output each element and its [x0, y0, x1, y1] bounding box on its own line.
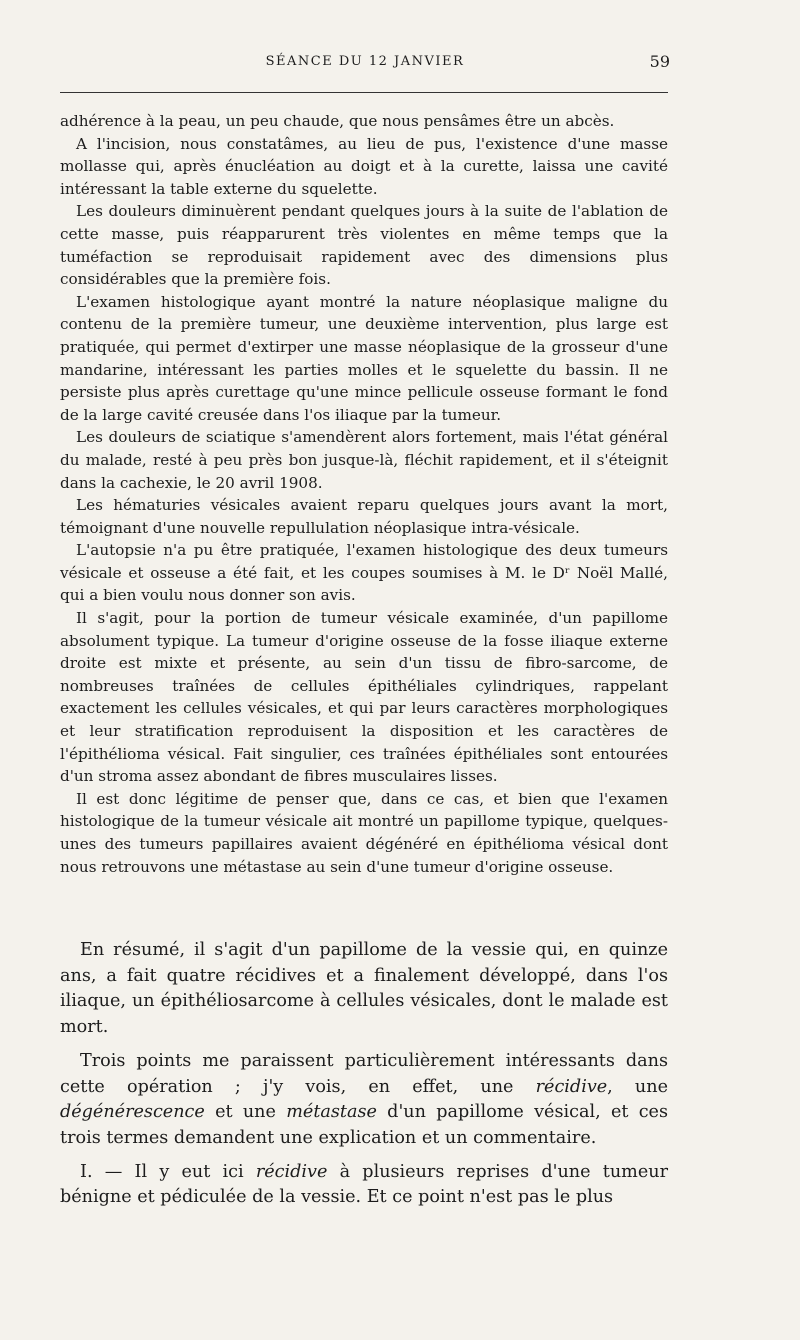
text-run: à plusieurs reprises d'une tumeur bénigne et pédiculée de la vessie. Et ce point n'est pas le plus — [60, 1161, 668, 1208]
paragraph: Les douleurs de sciatique s'amendèrent alors fortement, mais l'état général du malade, resté à peu près bon jusque-là, fléchit rapidement, et il s'éteignit dans la cachexie, le 20 avril 1908. — [60, 428, 668, 492]
text-run: I. — Il y eut ici — [80, 1161, 256, 1182]
paragraph: L'examen histologique ayant montré la nature néoplasique maligne du contenu de la première tumeur, une deuxième intervention, plus large est pratiquée, qui permet d'extirper une masse néoplasique de la grosseur d'une mandarine, intéressant les parties molles et le squelette du bassin. Il ne persiste plus après curettage qu'une mince pellicule osseuse formant le fond de la large cavité creusée dans l'os iliaque par la tumeur. — [60, 292, 668, 424]
text-run: , une — [607, 1076, 668, 1097]
emphasis-metastase: métastase — [286, 1102, 377, 1123]
header-rule — [60, 92, 668, 93]
emphasis-recidive: récidive — [255, 1161, 328, 1182]
paragraph: Les hématuries vésicales avaient reparu quelques jours avant la mort, témoignant d'une nouvelle repullulation néoplasique intra-vésicale. — [60, 496, 668, 537]
text-run: Trois points me paraissent particulièrement intéressants dans cette opération ; j'y vois, en effet, une — [60, 1050, 668, 1097]
points-paragraph — [60, 1049, 668, 1152]
text-run: d'un papillome vésical, et ces trois termes demandent une explication et un commentaire. — [60, 1102, 668, 1148]
paragraph: Les douleurs diminuèrent pendant quelques jours à la suite de l'ablation de cette masse, puis réapparurent très violentes en même temps que la tuméfaction se reproduisait rapidement avec des dimensions plus considérables que la première fois. — [60, 202, 668, 289]
paragraph: Il s'agit, pour la portion de tumeur vésicale examinée, d'un papillome absolument typique. La tumeur d'origine osseuse de la fosse iliaque externe droite est mixte et présente, au sein d'un tissu de fibro-sarcome, de nombreuses traînées de cellules épithéliales cylindriques, rappelant exactement les cellules vésicales, et qui par leurs caractères morphologiques et leur stratification reproduisent la disposition et les caractères de l'épithélioma vésical. Fait singulier, ces traînées épithéliales sont entourées d'un stroma assez abondant de fibres musculaires lisses. — [60, 609, 668, 786]
text-run: et une — [204, 1102, 287, 1123]
emphasis-recidive: récidive — [535, 1076, 608, 1097]
paragraph: L'autopsie n'a pu être pratiquée, l'examen histologique des deux tumeurs vésicale et osseuse a été fait, et les coupes soumises à M. le Dʳ Noël Mallé, qui a bien voulu nous donner son avis. — [60, 541, 668, 605]
emphasis-degenerescence: dégénérescence — [60, 1102, 205, 1123]
running-title: SÉANCE DU 12 JANVIER — [265, 54, 465, 69]
paragraph: Il est donc légitime de penser que, dans ce cas, et bien que l'examen histologique de la tumeur vésicale ait montré un papillome typique, quelques-unes des tumeurs papillaires avaient dégénéré en épithélioma vésical dont nous retrouvons une métastase au sein d'une tumeur d'origine osseuse. — [60, 789, 668, 876]
running-header — [60, 50, 670, 78]
summary-paragraph: En résumé, il s'agit d'un papillome de la vessie qui, en quinze ans, a fait quatre récidives et a finalement développé, dans l'os iliaque, un épithéliosarcome à cellules vésicales, dont le malade est mort. — [60, 940, 668, 1038]
paragraph: adhérence à la peau, un peu chaude, que nous pensâmes être un abcès. — [60, 112, 615, 130]
paragraph: A l'incision, nous constatâmes, au lieu de pus, l'existence d'une masse mollasse qui, après énucléation au doigt et à la curette, laissa une cavité intéressant la table externe du squelette. — [60, 134, 668, 198]
summary-block — [60, 938, 668, 1219]
section-one-paragraph — [60, 1160, 668, 1211]
page-number: 59 — [649, 52, 670, 71]
case-report-block — [60, 110, 668, 878]
